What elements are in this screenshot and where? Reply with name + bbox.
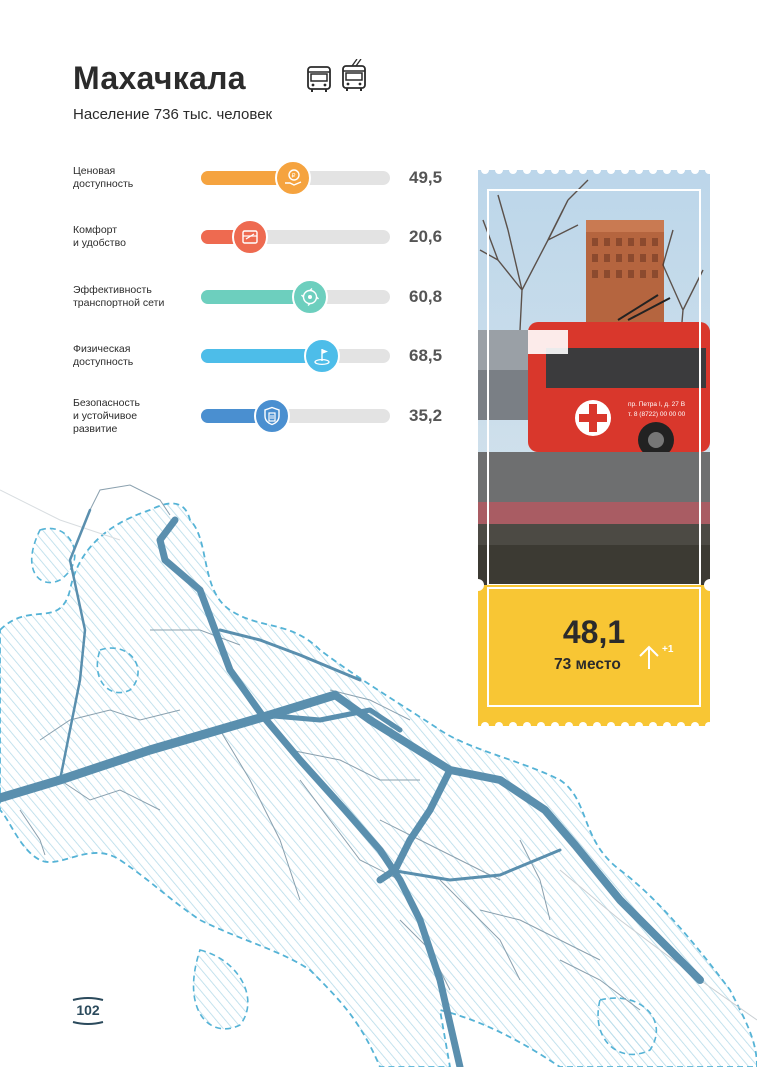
overall-score: 48,1 bbox=[562, 614, 626, 650]
population-subtitle: Население 736 тыс. человек bbox=[73, 106, 273, 123]
indicator-row bbox=[73, 158, 453, 198]
indicator-value: 68,5 bbox=[409, 346, 443, 365]
network-cycle-icon bbox=[292, 279, 328, 315]
indicator-label: Безопасность и устойчивое развитие bbox=[73, 396, 140, 435]
indicator-label: Физическая доступность bbox=[73, 343, 134, 368]
indicator-label: Ценовая доступность bbox=[73, 165, 134, 190]
indicator-row bbox=[73, 277, 453, 317]
indicator-value: 60,8 bbox=[409, 287, 443, 306]
location-flag-icon bbox=[304, 338, 340, 374]
trolleybus-icon bbox=[340, 59, 368, 93]
indicator-track bbox=[201, 171, 390, 185]
transport-modes bbox=[306, 64, 368, 94]
shield-building-icon bbox=[254, 398, 290, 434]
price-hand-icon bbox=[275, 160, 311, 196]
svg-text:₽: ₽ bbox=[291, 173, 296, 180]
svg-text:т. 8 (8722) 00 00 00: т. 8 (8722) 00 00 00 bbox=[628, 411, 686, 418]
indicator-row bbox=[73, 217, 453, 257]
tram-comfort-icon bbox=[232, 219, 268, 255]
indicator-track bbox=[201, 409, 390, 423]
indicator-track bbox=[201, 290, 390, 304]
rank-label: 73 место bbox=[554, 656, 621, 673]
indicator-track bbox=[201, 230, 390, 244]
coverage-zone bbox=[0, 503, 757, 1067]
rank-change: +1 bbox=[662, 644, 674, 655]
indicator-value: 49,5 bbox=[409, 168, 443, 187]
transit-network-map bbox=[0, 480, 757, 1067]
indicator-row bbox=[73, 336, 453, 376]
indicator-row bbox=[73, 396, 453, 436]
indicator-value: 35,2 bbox=[409, 406, 443, 425]
indicator-label: Комфорт и удобство bbox=[73, 224, 126, 249]
page-number: 102 bbox=[76, 1002, 100, 1018]
indicator-value: 20,6 bbox=[409, 227, 443, 246]
page-number-badge bbox=[72, 996, 104, 1026]
city-title: Махачкала bbox=[73, 60, 246, 96]
indicator-label: Эффективность транспортной сети bbox=[73, 284, 165, 309]
indicator-track bbox=[201, 349, 390, 363]
bus-icon bbox=[306, 64, 332, 94]
svg-text:пр. Петра I, д. 27 В: пр. Петра I, д. 27 В bbox=[628, 401, 686, 408]
